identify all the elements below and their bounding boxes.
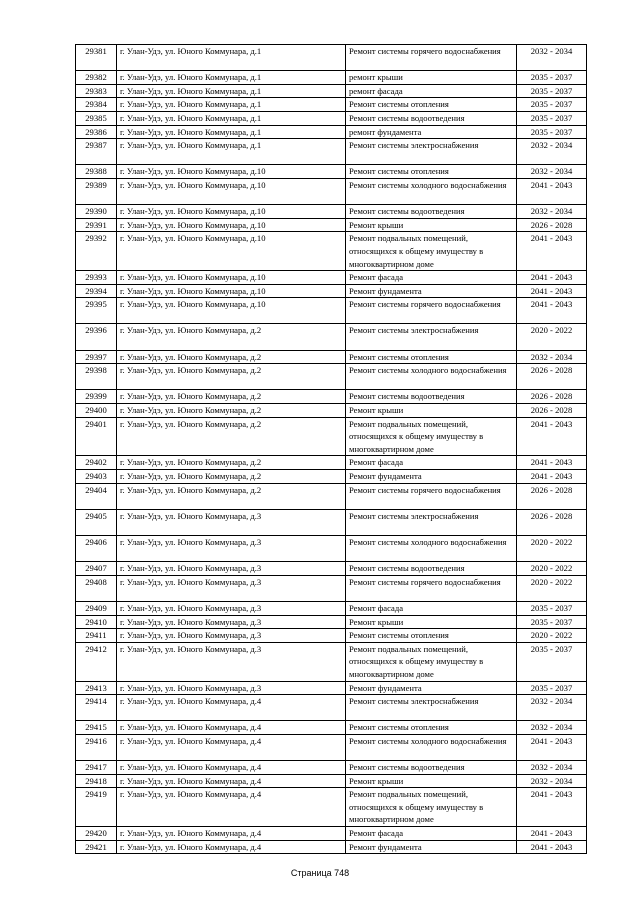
row-work-cell: Ремонт фасада bbox=[346, 601, 517, 615]
row-period-cell: 2032 - 2034 bbox=[517, 139, 587, 165]
table-row bbox=[76, 509, 587, 535]
row-id-cell: 29389 bbox=[76, 178, 117, 204]
row-address-cell: г. Улан-Удэ, ул. Юного Коммунара, д.3 bbox=[117, 642, 346, 681]
row-address-cell: г. Улан-Удэ, ул. Юного Коммунара, д.2 bbox=[117, 364, 346, 390]
row-id-cell: 29391 bbox=[76, 218, 117, 232]
row-address-cell: г. Улан-Удэ, ул. Юного Коммунара, д.10 bbox=[117, 284, 346, 298]
row-work-cell: Ремонт фундамента bbox=[346, 470, 517, 484]
row-address-cell: г. Улан-Удэ, ул. Юного Коммунара, д.4 bbox=[117, 695, 346, 721]
row-address-cell: г. Улан-Удэ, ул. Юного Коммунара, д.3 bbox=[117, 681, 346, 695]
row-id-cell: 29388 bbox=[76, 165, 117, 179]
works-table bbox=[75, 44, 587, 854]
row-id-cell: 29398 bbox=[76, 364, 117, 390]
row-period-cell: 2041 - 2043 bbox=[517, 734, 587, 760]
row-id-cell: 29419 bbox=[76, 788, 117, 827]
row-address-cell: г. Улан-Удэ, ул. Юного Коммунара, д.2 bbox=[117, 390, 346, 404]
row-work-cell: Ремонт подвальных помещений, относящихся к общему имуществу в многоквартирном доме bbox=[346, 788, 517, 827]
row-period-cell: 2020 - 2022 bbox=[517, 562, 587, 576]
row-work-cell: Ремонт фундамента bbox=[346, 284, 517, 298]
row-period-cell: 2035 - 2037 bbox=[517, 681, 587, 695]
row-period-cell: 2020 - 2022 bbox=[517, 536, 587, 562]
row-address-cell: г. Улан-Удэ, ул. Юного Коммунара, д.10 bbox=[117, 218, 346, 232]
table-row bbox=[76, 45, 587, 71]
row-work-cell: Ремонт системы водоотведения bbox=[346, 205, 517, 219]
page-number: Страница 748 bbox=[290, 868, 350, 878]
row-id-cell: 29418 bbox=[76, 774, 117, 788]
table-row bbox=[76, 218, 587, 232]
table-row bbox=[76, 536, 587, 562]
table-row bbox=[76, 681, 587, 695]
row-period-cell: 2035 - 2037 bbox=[517, 125, 587, 139]
table-row bbox=[76, 178, 587, 204]
row-work-cell: ремонт фасада bbox=[346, 84, 517, 98]
row-address-cell: г. Улан-Удэ, ул. Юного Коммунара, д.4 bbox=[117, 761, 346, 775]
table-row bbox=[76, 71, 587, 85]
table-row bbox=[76, 350, 587, 364]
table-row bbox=[76, 271, 587, 285]
row-address-cell: г. Улан-Удэ, ул. Юного Коммунара, д.3 bbox=[117, 536, 346, 562]
row-work-cell: Ремонт системы водоотведения bbox=[346, 761, 517, 775]
row-work-cell: Ремонт крыши bbox=[346, 404, 517, 418]
table-body bbox=[76, 45, 587, 854]
row-address-cell: г. Улан-Удэ, ул. Юного Коммунара, д.4 bbox=[117, 827, 346, 841]
row-id-cell: 29421 bbox=[76, 840, 117, 854]
row-period-cell: 2026 - 2028 bbox=[517, 509, 587, 535]
row-address-cell: г. Улан-Удэ, ул. Юного Коммунара, д.4 bbox=[117, 788, 346, 827]
row-period-cell: 2032 - 2034 bbox=[517, 205, 587, 219]
row-id-cell: 29414 bbox=[76, 695, 117, 721]
row-period-cell: 2041 - 2043 bbox=[517, 232, 587, 271]
row-id-cell: 29394 bbox=[76, 284, 117, 298]
row-id-cell: 29407 bbox=[76, 562, 117, 576]
row-work-cell: Ремонт системы электроснабжения bbox=[346, 139, 517, 165]
row-address-cell: г. Улан-Удэ, ул. Юного Коммунара, д.1 bbox=[117, 84, 346, 98]
row-period-cell: 2035 - 2037 bbox=[517, 98, 587, 112]
table-row bbox=[76, 404, 587, 418]
row-period-cell: 2032 - 2034 bbox=[517, 350, 587, 364]
row-work-cell: Ремонт системы водоотведения bbox=[346, 562, 517, 576]
row-address-cell: г. Улан-Удэ, ул. Юного Коммунара, д.10 bbox=[117, 271, 346, 285]
row-id-cell: 29416 bbox=[76, 734, 117, 760]
row-period-cell: 2020 - 2022 bbox=[517, 324, 587, 350]
row-work-cell: Ремонт системы холодного водоснабжения bbox=[346, 178, 517, 204]
table-row bbox=[76, 111, 587, 125]
row-id-cell: 29383 bbox=[76, 84, 117, 98]
row-id-cell: 29382 bbox=[76, 71, 117, 85]
row-period-cell: 2020 - 2022 bbox=[517, 629, 587, 643]
row-period-cell: 2041 - 2043 bbox=[517, 178, 587, 204]
row-id-cell: 29393 bbox=[76, 271, 117, 285]
row-address-cell: г. Улан-Удэ, ул. Юного Коммунара, д.2 bbox=[117, 404, 346, 418]
row-id-cell: 29392 bbox=[76, 232, 117, 271]
row-period-cell: 2026 - 2028 bbox=[517, 364, 587, 390]
row-work-cell: Ремонт крыши bbox=[346, 774, 517, 788]
table-row bbox=[76, 840, 587, 854]
row-period-cell: 2026 - 2028 bbox=[517, 404, 587, 418]
row-address-cell: г. Улан-Удэ, ул. Юного Коммунара, д.2 bbox=[117, 456, 346, 470]
row-id-cell: 29406 bbox=[76, 536, 117, 562]
row-work-cell: Ремонт системы горячего водоснабжения bbox=[346, 575, 517, 601]
row-work-cell: Ремонт системы холодного водоснабжения bbox=[346, 734, 517, 760]
row-period-cell: 2032 - 2034 bbox=[517, 45, 587, 71]
row-id-cell: 29402 bbox=[76, 456, 117, 470]
row-address-cell: г. Улан-Удэ, ул. Юного Коммунара, д.10 bbox=[117, 205, 346, 219]
row-address-cell: г. Улан-Удэ, ул. Юного Коммунара, д.4 bbox=[117, 734, 346, 760]
row-id-cell: 29397 bbox=[76, 350, 117, 364]
row-id-cell: 29396 bbox=[76, 324, 117, 350]
row-address-cell: г. Улан-Удэ, ул. Юного Коммунара, д.10 bbox=[117, 178, 346, 204]
table-row bbox=[76, 642, 587, 681]
table-row bbox=[76, 695, 587, 721]
row-period-cell: 2041 - 2043 bbox=[517, 456, 587, 470]
row-work-cell: Ремонт системы отопления bbox=[346, 721, 517, 735]
row-work-cell: ремонт фундамента bbox=[346, 125, 517, 139]
table-row bbox=[76, 456, 587, 470]
row-id-cell: 29412 bbox=[76, 642, 117, 681]
row-id-cell: 29390 bbox=[76, 205, 117, 219]
table-row bbox=[76, 139, 587, 165]
table-row bbox=[76, 390, 587, 404]
row-work-cell: Ремонт крыши bbox=[346, 218, 517, 232]
row-address-cell: г. Улан-Удэ, ул. Юного Коммунара, д.3 bbox=[117, 629, 346, 643]
row-work-cell: Ремонт системы горячего водоснабжения bbox=[346, 45, 517, 71]
row-period-cell: 2041 - 2043 bbox=[517, 298, 587, 324]
row-address-cell: г. Улан-Удэ, ул. Юного Коммунара, д.3 bbox=[117, 615, 346, 629]
row-period-cell: 2032 - 2034 bbox=[517, 721, 587, 735]
row-work-cell: Ремонт системы электроснабжения bbox=[346, 695, 517, 721]
row-period-cell: 2035 - 2037 bbox=[517, 601, 587, 615]
row-id-cell: 29410 bbox=[76, 615, 117, 629]
table-row bbox=[76, 788, 587, 827]
row-address-cell: г. Улан-Удэ, ул. Юного Коммунара, д.10 bbox=[117, 165, 346, 179]
row-work-cell: Ремонт подвальных помещений, относящихся к общему имуществу в многоквартирном доме bbox=[346, 232, 517, 271]
row-work-cell: Ремонт фасада bbox=[346, 827, 517, 841]
row-period-cell: 2041 - 2043 bbox=[517, 840, 587, 854]
row-period-cell: 2035 - 2037 bbox=[517, 71, 587, 85]
row-id-cell: 29409 bbox=[76, 601, 117, 615]
row-period-cell: 2041 - 2043 bbox=[517, 470, 587, 484]
row-period-cell: 2035 - 2037 bbox=[517, 642, 587, 681]
row-id-cell: 29417 bbox=[76, 761, 117, 775]
row-id-cell: 29404 bbox=[76, 483, 117, 509]
row-address-cell: г. Улан-Удэ, ул. Юного Коммунара, д.1 bbox=[117, 125, 346, 139]
row-work-cell: Ремонт системы отопления bbox=[346, 629, 517, 643]
row-address-cell: г. Улан-Удэ, ул. Юного Коммунара, д.2 bbox=[117, 417, 346, 456]
table-row bbox=[76, 615, 587, 629]
table-row bbox=[76, 298, 587, 324]
row-address-cell: г. Улан-Удэ, ул. Юного Коммунара, д.2 bbox=[117, 470, 346, 484]
row-period-cell: 2032 - 2034 bbox=[517, 774, 587, 788]
row-work-cell: Ремонт подвальных помещений, относящихся к общему имуществу в многоквартирном доме bbox=[346, 417, 517, 456]
row-work-cell: Ремонт крыши bbox=[346, 615, 517, 629]
row-work-cell: Ремонт системы электроснабжения bbox=[346, 324, 517, 350]
row-id-cell: 29399 bbox=[76, 390, 117, 404]
table-row bbox=[76, 324, 587, 350]
row-work-cell: Ремонт системы горячего водоснабжения bbox=[346, 483, 517, 509]
row-work-cell: Ремонт системы отопления bbox=[346, 98, 517, 112]
row-work-cell: ремонт крыши bbox=[346, 71, 517, 85]
row-period-cell: 2035 - 2037 bbox=[517, 615, 587, 629]
row-period-cell: 2026 - 2028 bbox=[517, 390, 587, 404]
row-id-cell: 29405 bbox=[76, 509, 117, 535]
row-address-cell: г. Улан-Удэ, ул. Юного Коммунара, д.3 bbox=[117, 562, 346, 576]
row-work-cell: Ремонт системы холодного водоснабжения bbox=[346, 536, 517, 562]
table-row bbox=[76, 205, 587, 219]
row-id-cell: 29387 bbox=[76, 139, 117, 165]
row-address-cell: г. Улан-Удэ, ул. Юного Коммунара, д.1 bbox=[117, 45, 346, 71]
table-row bbox=[76, 364, 587, 390]
row-period-cell: 2020 - 2022 bbox=[517, 575, 587, 601]
row-address-cell: г. Улан-Удэ, ул. Юного Коммунара, д.1 bbox=[117, 111, 346, 125]
table-row bbox=[76, 165, 587, 179]
table-row bbox=[76, 284, 587, 298]
row-work-cell: Ремонт системы электроснабжения bbox=[346, 509, 517, 535]
row-address-cell: г. Улан-Удэ, ул. Юного Коммунара, д.4 bbox=[117, 840, 346, 854]
row-id-cell: 29401 bbox=[76, 417, 117, 456]
row-address-cell: г. Улан-Удэ, ул. Юного Коммунара, д.10 bbox=[117, 298, 346, 324]
table-row bbox=[76, 562, 587, 576]
row-id-cell: 29381 bbox=[76, 45, 117, 71]
row-period-cell: 2041 - 2043 bbox=[517, 827, 587, 841]
row-period-cell: 2041 - 2043 bbox=[517, 417, 587, 456]
row-work-cell: Ремонт системы горячего водоснабжения bbox=[346, 298, 517, 324]
table-row bbox=[76, 734, 587, 760]
row-id-cell: 29420 bbox=[76, 827, 117, 841]
table-row bbox=[76, 827, 587, 841]
row-id-cell: 29411 bbox=[76, 629, 117, 643]
row-address-cell: г. Улан-Удэ, ул. Юного Коммунара, д.1 bbox=[117, 71, 346, 85]
row-address-cell: г. Улан-Удэ, ул. Юного Коммунара, д.2 bbox=[117, 324, 346, 350]
row-address-cell: г. Улан-Удэ, ул. Юного Коммунара, д.2 bbox=[117, 483, 346, 509]
row-work-cell: Ремонт фасада bbox=[346, 456, 517, 470]
table-row bbox=[76, 417, 587, 456]
row-address-cell: г. Улан-Удэ, ул. Юного Коммунара, д.4 bbox=[117, 721, 346, 735]
row-id-cell: 29413 bbox=[76, 681, 117, 695]
row-period-cell: 2035 - 2037 bbox=[517, 84, 587, 98]
table-row bbox=[76, 575, 587, 601]
row-address-cell: г. Улан-Удэ, ул. Юного Коммунара, д.4 bbox=[117, 774, 346, 788]
row-work-cell: Ремонт системы отопления bbox=[346, 350, 517, 364]
table-row bbox=[76, 84, 587, 98]
row-work-cell: Ремонт фасада bbox=[346, 271, 517, 285]
row-id-cell: 29385 bbox=[76, 111, 117, 125]
table-row bbox=[76, 761, 587, 775]
row-period-cell: 2026 - 2028 bbox=[517, 483, 587, 509]
row-period-cell: 2041 - 2043 bbox=[517, 788, 587, 827]
row-address-cell: г. Улан-Удэ, ул. Юного Коммунара, д.1 bbox=[117, 139, 346, 165]
row-id-cell: 29400 bbox=[76, 404, 117, 418]
row-id-cell: 29384 bbox=[76, 98, 117, 112]
table-row bbox=[76, 774, 587, 788]
row-address-cell: г. Улан-Удэ, ул. Юного Коммунара, д.10 bbox=[117, 232, 346, 271]
row-work-cell: Ремонт системы водоотведения bbox=[346, 111, 517, 125]
row-work-cell: Ремонт системы водоотведения bbox=[346, 390, 517, 404]
row-address-cell: г. Улан-Удэ, ул. Юного Коммунара, д.2 bbox=[117, 350, 346, 364]
row-period-cell: 2041 - 2043 bbox=[517, 284, 587, 298]
row-id-cell: 29403 bbox=[76, 470, 117, 484]
row-work-cell: Ремонт подвальных помещений, относящихся к общему имуществу в многоквартирном доме bbox=[346, 642, 517, 681]
row-address-cell: г. Улан-Удэ, ул. Юного Коммунара, д.3 bbox=[117, 509, 346, 535]
row-period-cell: 2026 - 2028 bbox=[517, 218, 587, 232]
row-address-cell: г. Улан-Удэ, ул. Юного Коммунара, д.3 bbox=[117, 575, 346, 601]
row-work-cell: Ремонт фундамента bbox=[346, 840, 517, 854]
row-work-cell: Ремонт системы отопления bbox=[346, 165, 517, 179]
row-period-cell: 2032 - 2034 bbox=[517, 165, 587, 179]
row-period-cell: 2032 - 2034 bbox=[517, 695, 587, 721]
row-period-cell: 2035 - 2037 bbox=[517, 111, 587, 125]
row-address-cell: г. Улан-Удэ, ул. Юного Коммунара, д.3 bbox=[117, 601, 346, 615]
table-row bbox=[76, 629, 587, 643]
row-id-cell: 29395 bbox=[76, 298, 117, 324]
table-row bbox=[76, 601, 587, 615]
row-id-cell: 29415 bbox=[76, 721, 117, 735]
row-work-cell: Ремонт фундамента bbox=[346, 681, 517, 695]
row-id-cell: 29386 bbox=[76, 125, 117, 139]
table-row bbox=[76, 470, 587, 484]
table-row bbox=[76, 721, 587, 735]
row-address-cell: г. Улан-Удэ, ул. Юного Коммунара, д.1 bbox=[117, 98, 346, 112]
row-id-cell: 29408 bbox=[76, 575, 117, 601]
table-row bbox=[76, 125, 587, 139]
table-row bbox=[76, 483, 587, 509]
row-period-cell: 2041 - 2043 bbox=[517, 271, 587, 285]
table-row bbox=[76, 232, 587, 271]
row-period-cell: 2032 - 2034 bbox=[517, 761, 587, 775]
row-work-cell: Ремонт системы холодного водоснабжения bbox=[346, 364, 517, 390]
table-row bbox=[76, 98, 587, 112]
